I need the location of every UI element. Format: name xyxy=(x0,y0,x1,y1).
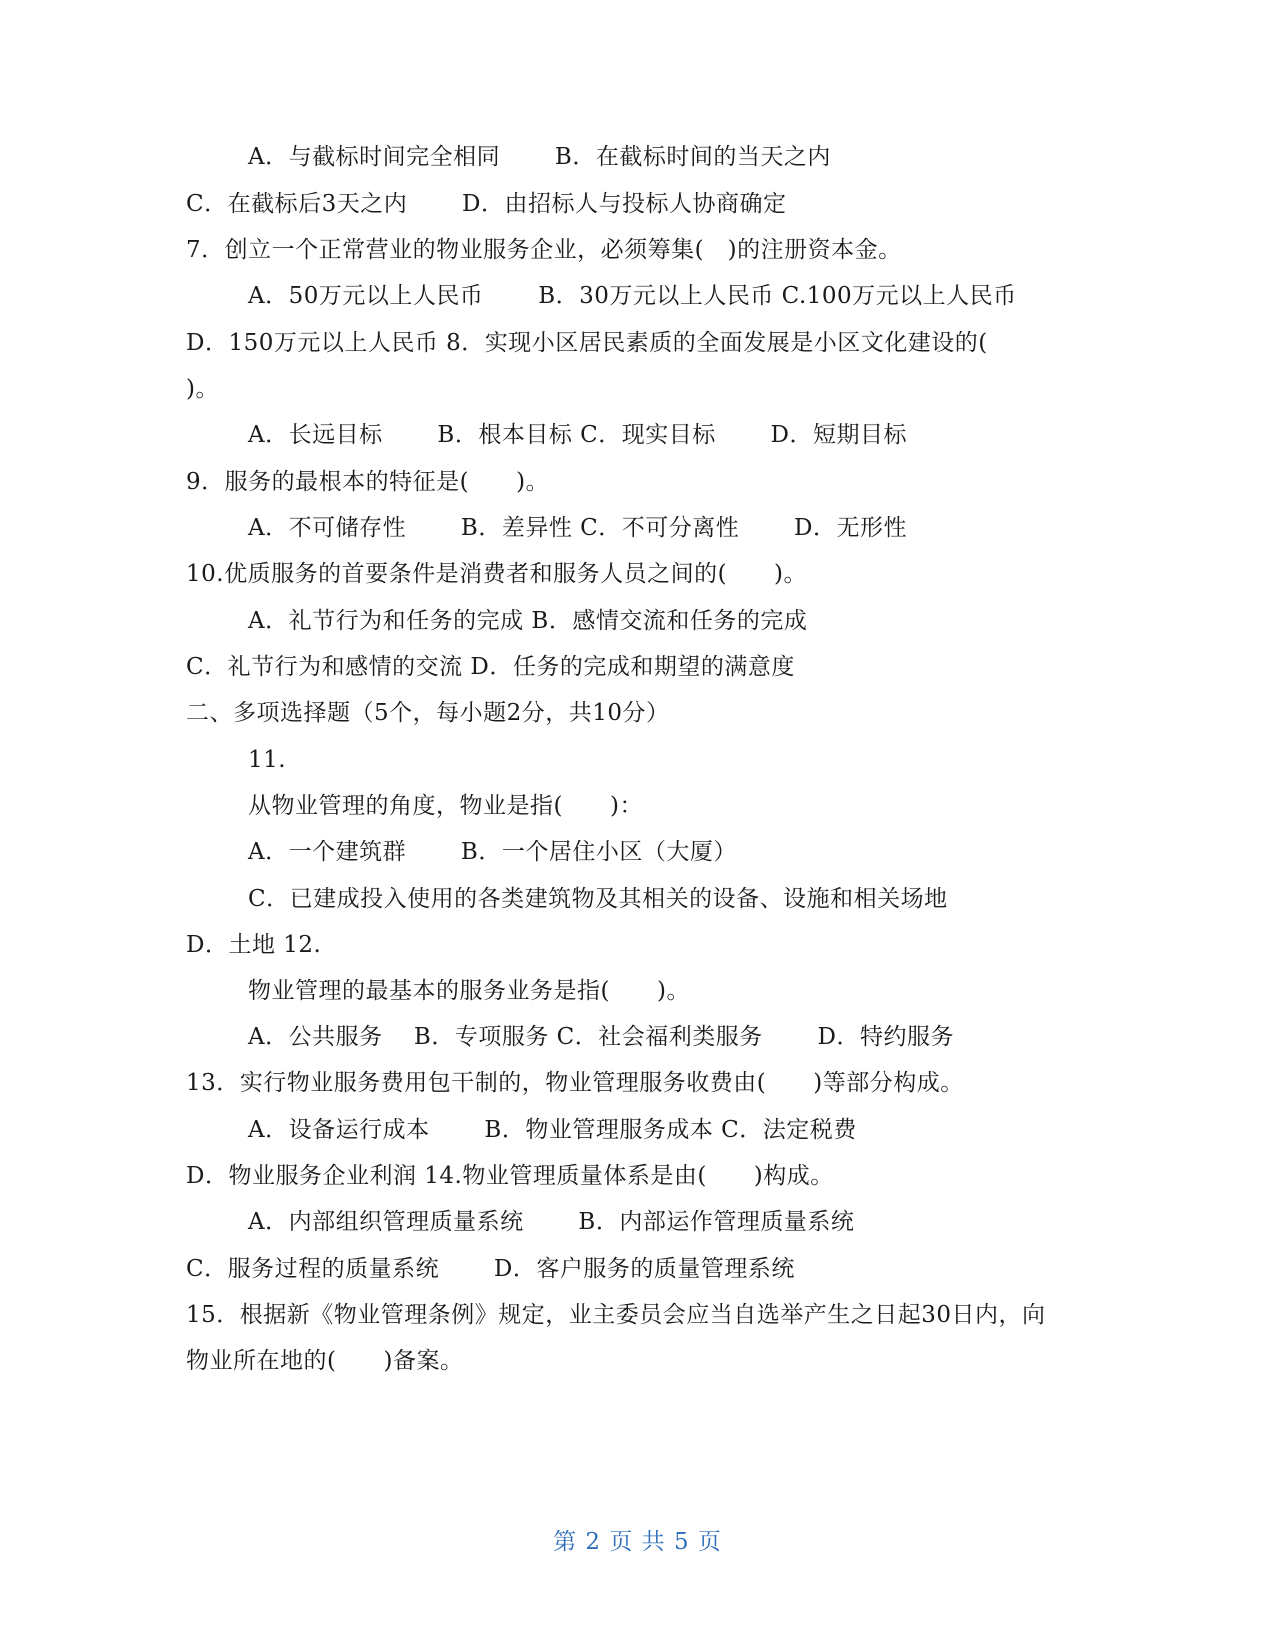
text-line: 13．实行物业服务费用包干制的，物业管理服务收费由( )等部分构成。 xyxy=(186,1070,964,1096)
text-line: 11. xyxy=(248,747,287,773)
text-line: C．服务过程的质量系统 D．客户服务的质量管理系统 xyxy=(186,1256,795,1282)
text-line: 物业所在地的( )备案。 xyxy=(186,1348,464,1374)
text-line: 15．根据新《物业管理条例》规定，业主委员会应当自选举产生之日起30日内，向 xyxy=(186,1302,1046,1328)
text-line: A．一个建筑群 B．一个居住小区（大厦） xyxy=(248,839,737,865)
text-line: A．公共服务 B．专项服务 C．社会福利类服务 D．特约服务 xyxy=(248,1024,954,1050)
text-line: A．长远目标 B．根本目标 C．现实目标 D．短期目标 xyxy=(248,422,907,448)
text-line: A．50万元以上人民币 B．30万元以上人民币 C.100万元以上人民币 xyxy=(248,283,1017,309)
text-line: D．150万元以上人民币 8．实现小区居民素质的全面发展是小区文化建设的( xyxy=(186,330,988,356)
text-line: 物业管理的最基本的服务业务是指( )。 xyxy=(248,978,690,1004)
page-footer: 第 2 页 共 5 页 xyxy=(553,1529,722,1555)
text-line: 7．创立一个正常营业的物业服务企业，必须筹集( )的注册资本金。 xyxy=(186,237,902,263)
text-line: 10.优质服务的首要条件是消费者和服务人员之间的( )。 xyxy=(186,561,808,587)
text-line: C．在截标后3天之内 D．由招标人与投标人协商确定 xyxy=(186,191,787,217)
text-line: C．已建成投入使用的各类建筑物及其相关的设备、设施和相关场地 xyxy=(248,886,948,912)
text-line: A．与截标时间完全相同 B．在截标时间的当天之内 xyxy=(248,144,831,170)
text-line: D．物业服务企业利润 14.物业管理质量体系是由( )构成。 xyxy=(186,1163,834,1189)
text-line: )。 xyxy=(186,376,219,402)
text-line: A．礼节行为和任务的完成 B．感情交流和任务的完成 xyxy=(248,608,808,634)
text-line: 从物业管理的角度，物业是指( )： xyxy=(248,793,643,819)
text-line: A．不可储存性 B．差异性 C．不可分离性 D．无形性 xyxy=(248,515,907,541)
text-line: A．设备运行成本 B．物业管理服务成本 C．法定税费 xyxy=(248,1117,857,1143)
text-line: 9．服务的最根本的特征是( )。 xyxy=(186,469,550,495)
text-line: C．礼节行为和感情的交流 D．任务的完成和期望的满意度 xyxy=(186,654,795,680)
text-line: A．内部组织管理质量系统 B．内部运作管理质量系统 xyxy=(248,1209,855,1235)
section-heading: 二、多项选择题（5个，每小题2分，共10分） xyxy=(186,700,670,726)
text-line: D．土地 12. xyxy=(186,932,322,958)
